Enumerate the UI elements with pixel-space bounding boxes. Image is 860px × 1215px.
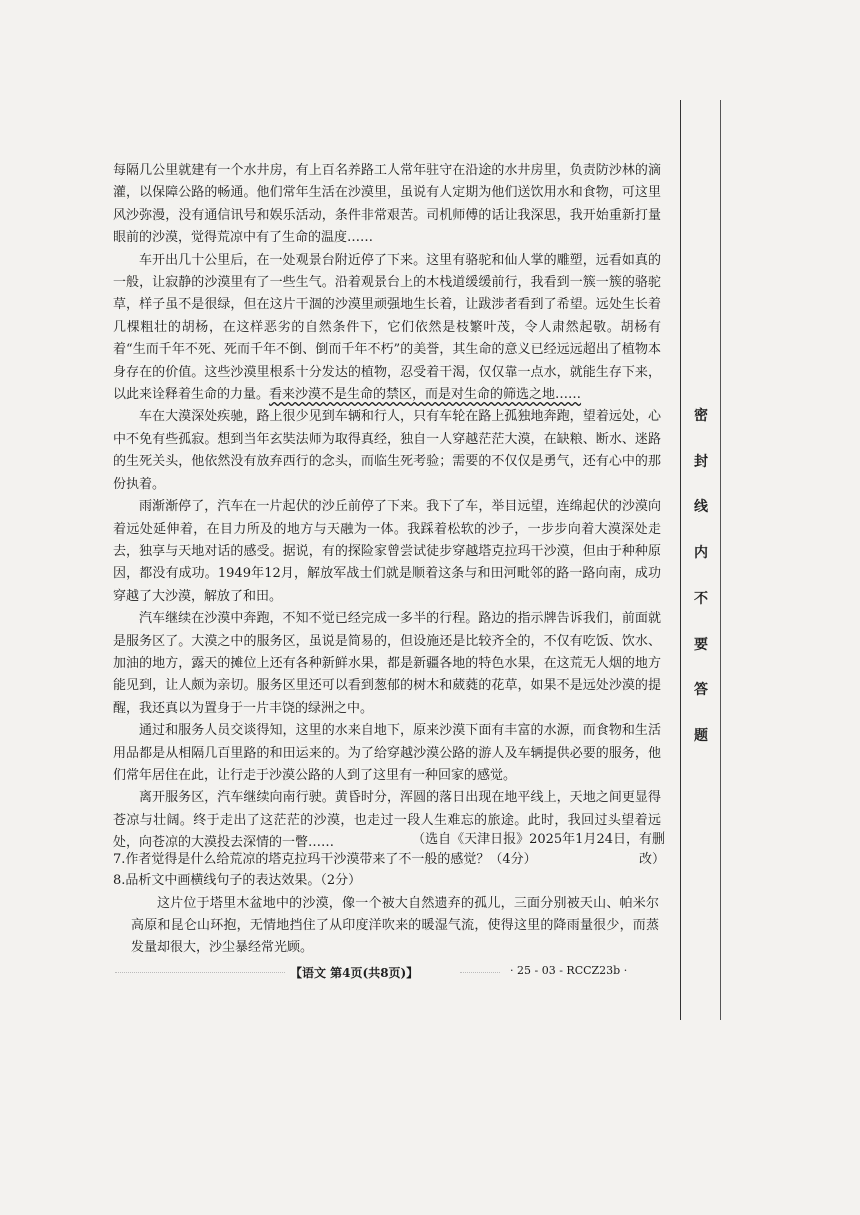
seal-char: 线 xyxy=(694,499,708,516)
page-footer-code: · 25 - 03 - RCCZ23b · xyxy=(510,964,628,977)
article-source: （选自《天津日报》2025年1月24日，有删改） xyxy=(412,832,665,867)
article-paragraph: 汽车继续在沙漠中奔跑，不知不觉已经完成一多半的行程。路边的指示牌告诉我们，前面就是服务区了。大漠之中的服务区，虽说是简易的，但设施还是比较齐全的，不仅有吃饭、饮水、加油的地方，露天的摊位上还有各种新鲜水果，都是新疆各地的特色水果，在这荒无人烟的地方能见到，让人颇为亲切。服务区里还可以看到葱郁的树木和葳蕤的花草，如果不是远处沙漠的提醒，我还真以为置身于一片丰饶的绿洲之中。 xyxy=(113,611,661,716)
article-body xyxy=(113,160,661,855)
footer-divider xyxy=(460,972,500,973)
seal-char: 不 xyxy=(694,590,708,607)
article-paragraph: 雨渐渐停了，汽车在一片起伏的沙丘前停了下来。我下了车，举目远望，连绵起伏的沙漠向着远处延伸着，在目力所及的地方与天融为一体。我踩着松软的沙子，一步步向着大漠深处走去，独享与天地对话的感受。据说，有的探险家曾尝试徒步穿越塔克拉玛干沙漠，但由于种种原因，都没有成功。1949年12月，解放军战士们就是顺着这条与和田河毗邻的路一路向南，成功穿越了大沙漠，解放了和田。 xyxy=(113,499,661,604)
seal-char: 答 xyxy=(694,682,708,699)
seal-char: 题 xyxy=(694,727,708,744)
paragraph-text: 车开出几十公里后，在一处观景台附近停了下来。这里有骆驼和仙人掌的雕塑，远看如真的一般，让寂静的沙漠里有了一些生气。沿着观景台上的木栈道缓缓前行，我看到一簇一簇的骆驼草，样子虽不是很绿，但在这片干涸的沙漠里顽强地生长着，让跋涉者看到了希望。远处生长着几棵粗壮的胡杨，在这样恶劣的自然条件下，它们依然是枝繁叶茂，令人肃然起敬。胡杨有着“生而千年不死、死而千年不倒、倒而千年不朽”的美誉，其生命的意义已经远远超出了植物本身存在的价值。这些沙漠里根系十分发达的植物，忍受着干渴，仅仅靠一点水，就能生存下来，以此来诠释着生命的力量。 xyxy=(113,252,661,403)
page-footer-label: 【语文 第4页(共8页)】 xyxy=(290,966,419,980)
binding-line xyxy=(680,100,681,1020)
article-paragraph: 通过和服务人员交谈得知，这里的水来自地下，原来沙漠下面有丰富的水源，而食物和生活用品都是从相隔几百里路的和田运来的。为了给穿越沙漠公路的游人及车辆提供必要的服务，他们常年居住在此，让行走于沙漠公路的人到了这里有一种回家的感觉。 xyxy=(113,723,661,783)
article-paragraph xyxy=(113,250,661,407)
article-paragraph: 车在大漠深处疾驰，路上很少见到车辆和行人，只有车轮在路上孤独地奔跑，望着远处，心中不免有些孤寂。想到当年玄奘法师为取得真经，独自一人穿越茫茫大漠，在缺粮、断水、迷路的生死关头，他依然没有放弃西行的念头，而临生死考验；需要的不仅仅是勇气，还有心中的那份执着。 xyxy=(113,409,661,492)
question-7: 7.作者觉得是什么给荒凉的塔克拉玛干沙漠带来了不一般的感觉？（4分） xyxy=(113,852,537,867)
seal-char: 内 xyxy=(694,545,708,562)
article-paragraph: 每隔几公里就建有一个水井房，有上百名养路工人常年驻守在沿途的水井房里，负责防沙林的滴灌，以保障公路的畅通。他们常年生活在沙漠里，虽说有人定期为他们送饮用水和食物，可这里风沙弥漫，没有通信讯号和娱乐活动，条件非常艰苦。司机师傅的话让我深思，我开始重新打量眼前的沙漠，觉得荒凉中有了生命的温度…… xyxy=(113,163,661,246)
seal-char: 密 xyxy=(694,408,708,424)
seal-char: 要 xyxy=(694,636,708,653)
seal-char: 封 xyxy=(694,453,708,470)
seal-line-notice xyxy=(690,405,712,745)
footer-divider xyxy=(115,972,285,973)
article-paragraph: 离开服务区，汽车继续向南行驶。黄昏时分，浑圆的落日出现在地平线上，天地之间更显得苍凉与壮阔。终于走出了这茫茫的沙漠，也走过一段人生难忘的旅途。此时，我回过头望着远处，向苍凉的大漠投去深情的一瞥…… xyxy=(113,790,661,851)
question-8: 8.品析文中画横线句子的表达效果。（2分） xyxy=(113,873,362,888)
question-8-passage: 这片位于塔里木盆地中的沙漠，像一个被大自然遗弃的孤儿，三面分别被天山、帕米尔高原和昆仑山环抱，无情地挡住了从印度洋吹来的暖湿气流，使得这里的降雨量很少，而蒸发量却很大，沙尘暴经常光顾。 xyxy=(131,896,659,955)
underlined-sentence: 看来沙漠不是生命的禁区，而是对生命的筛选之地…… xyxy=(269,387,582,403)
binding-line xyxy=(720,100,721,1020)
